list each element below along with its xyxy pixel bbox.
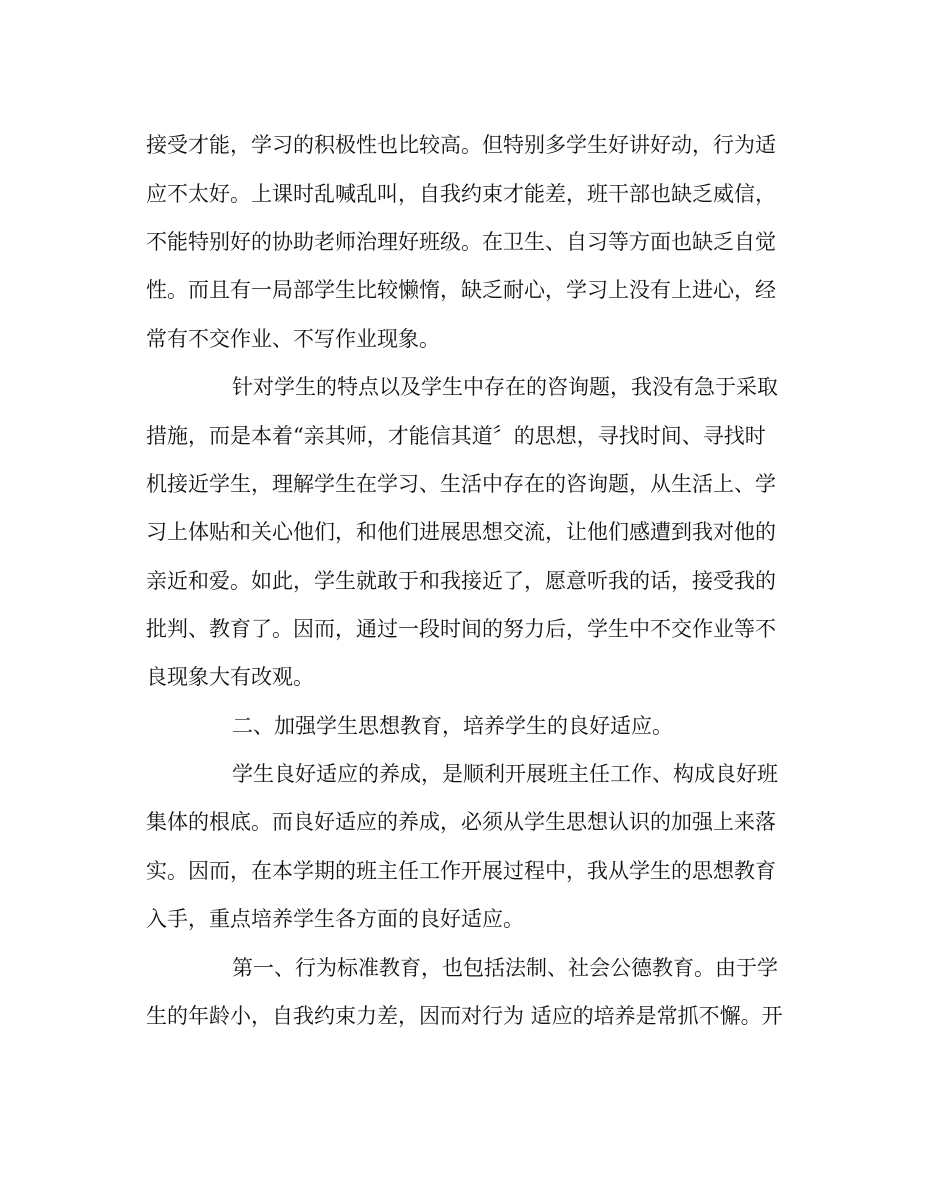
text-line: 良现象大有改观。 xyxy=(146,665,314,689)
paragraph-first-line: 针对学生的特点以及学生中存在的咨询题，我没有急于采取 xyxy=(232,375,778,399)
text-line: 应不太好。上课时乱喊乱叫，自我约束才能差，班干部也缺乏威信， xyxy=(146,182,776,206)
text-line: 生的年龄小，自我约束力差，因而对行为 适应的培养是常抓不懈。开 xyxy=(146,1004,783,1028)
paragraph-first-line: 学生良好适应的养成，是顺利开展班主任工作、构成良好班 xyxy=(232,762,778,786)
text-line: 批判、教育了。因而，通过一段时间的努力后，学生中不交作业等不 xyxy=(146,617,776,641)
section-heading: 二、加强学生思想教育，培养学生的良好适应。 xyxy=(232,714,673,738)
text-line: 常有不交作业、不写作业现象。 xyxy=(146,327,440,351)
text-line: 不能特别好的协助老师治理好班级。在卫生、自习等方面也缺乏自觉 xyxy=(146,230,776,254)
text-line: 入手，重点培养学生各方面的良好适应。 xyxy=(146,907,524,931)
paragraph-first-line: 第一、行为标准教育，也包括法制、社会公德教育。由于学 xyxy=(232,956,778,980)
text-line: 习上体贴和关心他们，和他们进展思想交流，让他们感遭到我对他的 xyxy=(146,520,776,544)
text-line: 措施，而是本着“亲其师，才能信其道〞的思想，寻找时间、寻找时 xyxy=(146,424,766,448)
text-line: 实。因而，在本学期的班主任工作开展过程中，我从学生的思想教育 xyxy=(146,859,776,883)
text-line: 集体的根底。而良好适应的养成，必须从学生思想认识的加强上来落 xyxy=(146,810,776,834)
text-line: 亲近和爱。如此，学生就敢于和我接近了，愿意听我的话，接受我的 xyxy=(146,569,776,593)
text-line: 机接近学生，理解学生在学习、生活中存在的咨询题，从生活上、学 xyxy=(146,472,776,496)
text-line: 接受才能，学习的积极性也比较高。但特别多学生好讲好动，行为适 xyxy=(146,133,776,157)
text-line: 性。而且有一局部学生比较懒惰，缺乏耐心，学习上没有上进心，经 xyxy=(146,278,776,302)
